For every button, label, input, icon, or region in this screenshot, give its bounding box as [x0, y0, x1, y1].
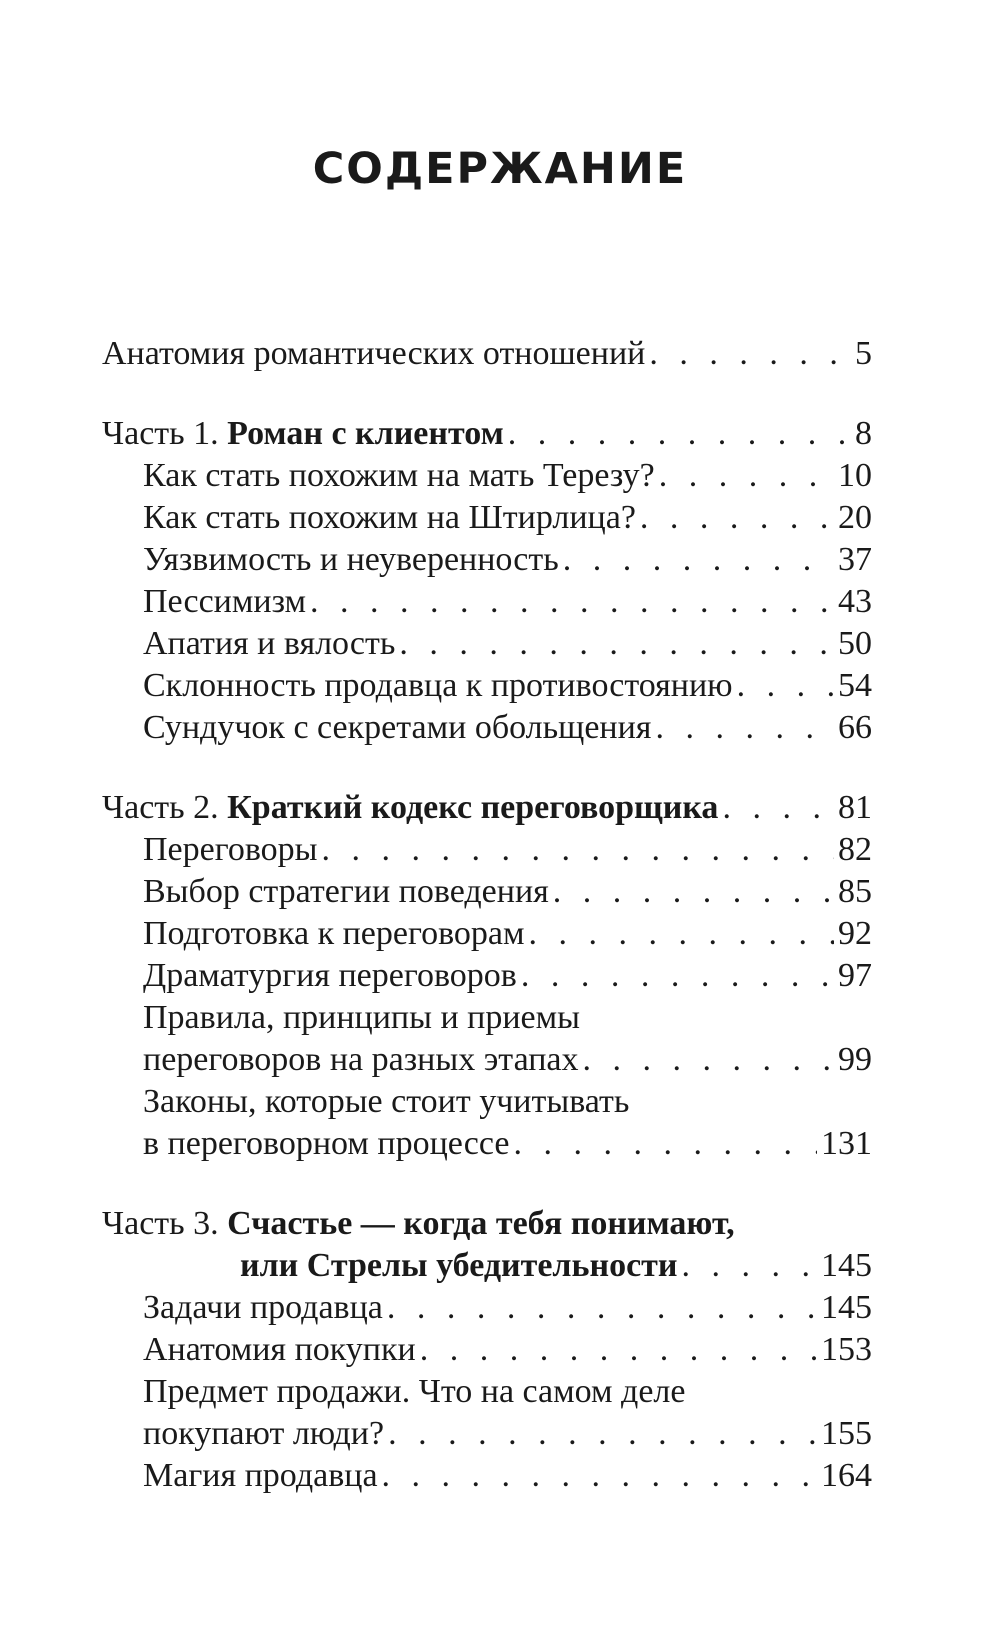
dot-leader — [382, 1455, 817, 1497]
toc-entry-label: Как стать похожим на Штирлица? — [143, 499, 636, 536]
toc-entry[interactable] — [102, 955, 872, 997]
dot-leader — [420, 1329, 817, 1371]
toc-entry[interactable] — [102, 1455, 872, 1497]
toc-entry-label: Предмет продажи. Что на самом деле — [143, 1373, 686, 1410]
dot-leader — [388, 1413, 817, 1455]
dot-leader — [737, 665, 834, 707]
toc-entry-line1[interactable] — [102, 1081, 872, 1123]
toc-page-number: 50 — [838, 625, 872, 662]
toc-entry-label: Апатия и вялость — [143, 625, 396, 662]
toc-entry-label: Как стать похожим на мать Терезу? — [143, 457, 655, 494]
toc-entry-line1[interactable] — [102, 997, 872, 1039]
dot-leader — [583, 1039, 835, 1081]
toc-page-number: 164 — [821, 1457, 872, 1494]
toc-entry-line1[interactable] — [102, 1371, 872, 1413]
toc-page-number: 66 — [838, 709, 872, 746]
dot-leader — [553, 871, 834, 913]
toc-entry-label: переговоров на разных этапах — [143, 1041, 579, 1078]
toc-page-number: 5 — [855, 335, 872, 372]
dot-leader — [513, 1123, 817, 1165]
toc-entry-label: Уязвимость и неуверенность — [143, 541, 559, 578]
dot-leader — [508, 413, 851, 455]
toc-page-number: 82 — [838, 831, 872, 868]
dot-leader — [399, 623, 834, 665]
toc-entry[interactable] — [102, 913, 872, 955]
toc-page-number: 37 — [838, 541, 872, 578]
part-prefix: Часть 3. — [102, 1205, 219, 1242]
toc-page-number: 145 — [821, 1289, 872, 1326]
dot-leader — [310, 581, 834, 623]
toc-entry-label: Пессимизм — [143, 583, 307, 620]
toc-page-number: 155 — [821, 1415, 872, 1452]
part-title: Краткий кодекс переговорщика — [227, 789, 719, 826]
dot-leader — [681, 1245, 817, 1287]
toc-page-number: 8 — [855, 415, 872, 452]
toc-entry[interactable] — [102, 707, 872, 749]
toc-part-2[interactable] — [102, 787, 872, 829]
toc-entry-line2[interactable] — [102, 1039, 872, 1081]
part-title: Роман с клиентом — [227, 415, 504, 452]
part-title-line1: Счастье — когда тебя понимают, — [227, 1205, 735, 1242]
toc-entry-line2[interactable] — [102, 1413, 872, 1455]
page-title: СОДЕРЖАНИЕ — [312, 144, 688, 194]
toc-entry-intro[interactable] — [102, 333, 872, 375]
table-of-contents — [102, 333, 872, 1497]
toc-entry-label: Подготовка к переговорам — [143, 915, 525, 952]
toc-part-3-line2[interactable] — [102, 1245, 872, 1287]
toc-entry-label: Выбор стратегии поведения — [143, 873, 549, 910]
toc-entry[interactable] — [102, 1329, 872, 1371]
toc-page-number: 85 — [838, 873, 872, 910]
toc-entry[interactable] — [102, 871, 872, 913]
toc-page-number: 10 — [838, 457, 872, 494]
toc-entry[interactable] — [102, 829, 872, 871]
toc-entry[interactable] — [102, 455, 872, 497]
toc-page-number: 92 — [838, 915, 872, 952]
toc-page-number: 145 — [821, 1247, 872, 1284]
part-title-line2: или Стрелы убедительности — [240, 1247, 678, 1284]
toc-page-number: 43 — [838, 583, 872, 620]
dot-leader — [649, 333, 851, 375]
toc-entry[interactable] — [102, 539, 872, 581]
toc-entry-label: покупают люди? — [143, 1415, 385, 1452]
toc-entry-label: Анатомия покупки — [143, 1331, 416, 1368]
toc-entry-label: Драматургия переговоров — [143, 957, 517, 994]
toc-page-number: 131 — [821, 1125, 872, 1162]
toc-entry-label: в переговорном процессе — [143, 1125, 510, 1162]
toc-part-1[interactable] — [102, 413, 872, 455]
dot-leader — [722, 787, 834, 829]
dot-leader — [387, 1287, 817, 1329]
toc-page-number: 153 — [821, 1331, 872, 1368]
toc-entry-label: Переговоры — [143, 831, 318, 868]
toc-entry-line2[interactable] — [102, 1123, 872, 1165]
toc-entry[interactable] — [102, 581, 872, 623]
toc-entry[interactable] — [102, 1287, 872, 1329]
toc-entry-label: Сундучок с секретами обольщения — [143, 709, 652, 746]
part-prefix: Часть 2. — [102, 789, 219, 826]
dot-leader — [640, 497, 834, 539]
dot-leader — [521, 955, 834, 997]
toc-page-number: 20 — [838, 499, 872, 536]
toc-part-3[interactable] — [102, 1203, 872, 1245]
toc-entry-label: Магия продавца — [143, 1457, 378, 1494]
toc-entry[interactable] — [102, 623, 872, 665]
dot-leader — [529, 913, 834, 955]
toc-page-number: 54 — [838, 667, 872, 704]
toc-entry-label: Анатомия романтических отношений — [102, 335, 646, 372]
toc-entry-label: Законы, которые стоит учитывать — [143, 1083, 630, 1120]
toc-page-number: 99 — [838, 1041, 872, 1078]
toc-page-number: 81 — [838, 789, 872, 826]
toc-entry-label: Правила, принципы и приемы — [143, 999, 581, 1036]
dot-leader — [322, 829, 835, 871]
dot-leader — [655, 707, 834, 749]
part-prefix: Часть 1. — [102, 415, 219, 452]
toc-entry-label: Склонность продавца к противостоянию — [143, 667, 733, 704]
toc-page-number: 97 — [838, 957, 872, 994]
toc-entry-label: Задачи продавца — [143, 1289, 383, 1326]
toc-entry[interactable] — [102, 497, 872, 539]
dot-leader — [659, 455, 834, 497]
toc-entry[interactable] — [102, 665, 872, 707]
dot-leader — [563, 539, 834, 581]
